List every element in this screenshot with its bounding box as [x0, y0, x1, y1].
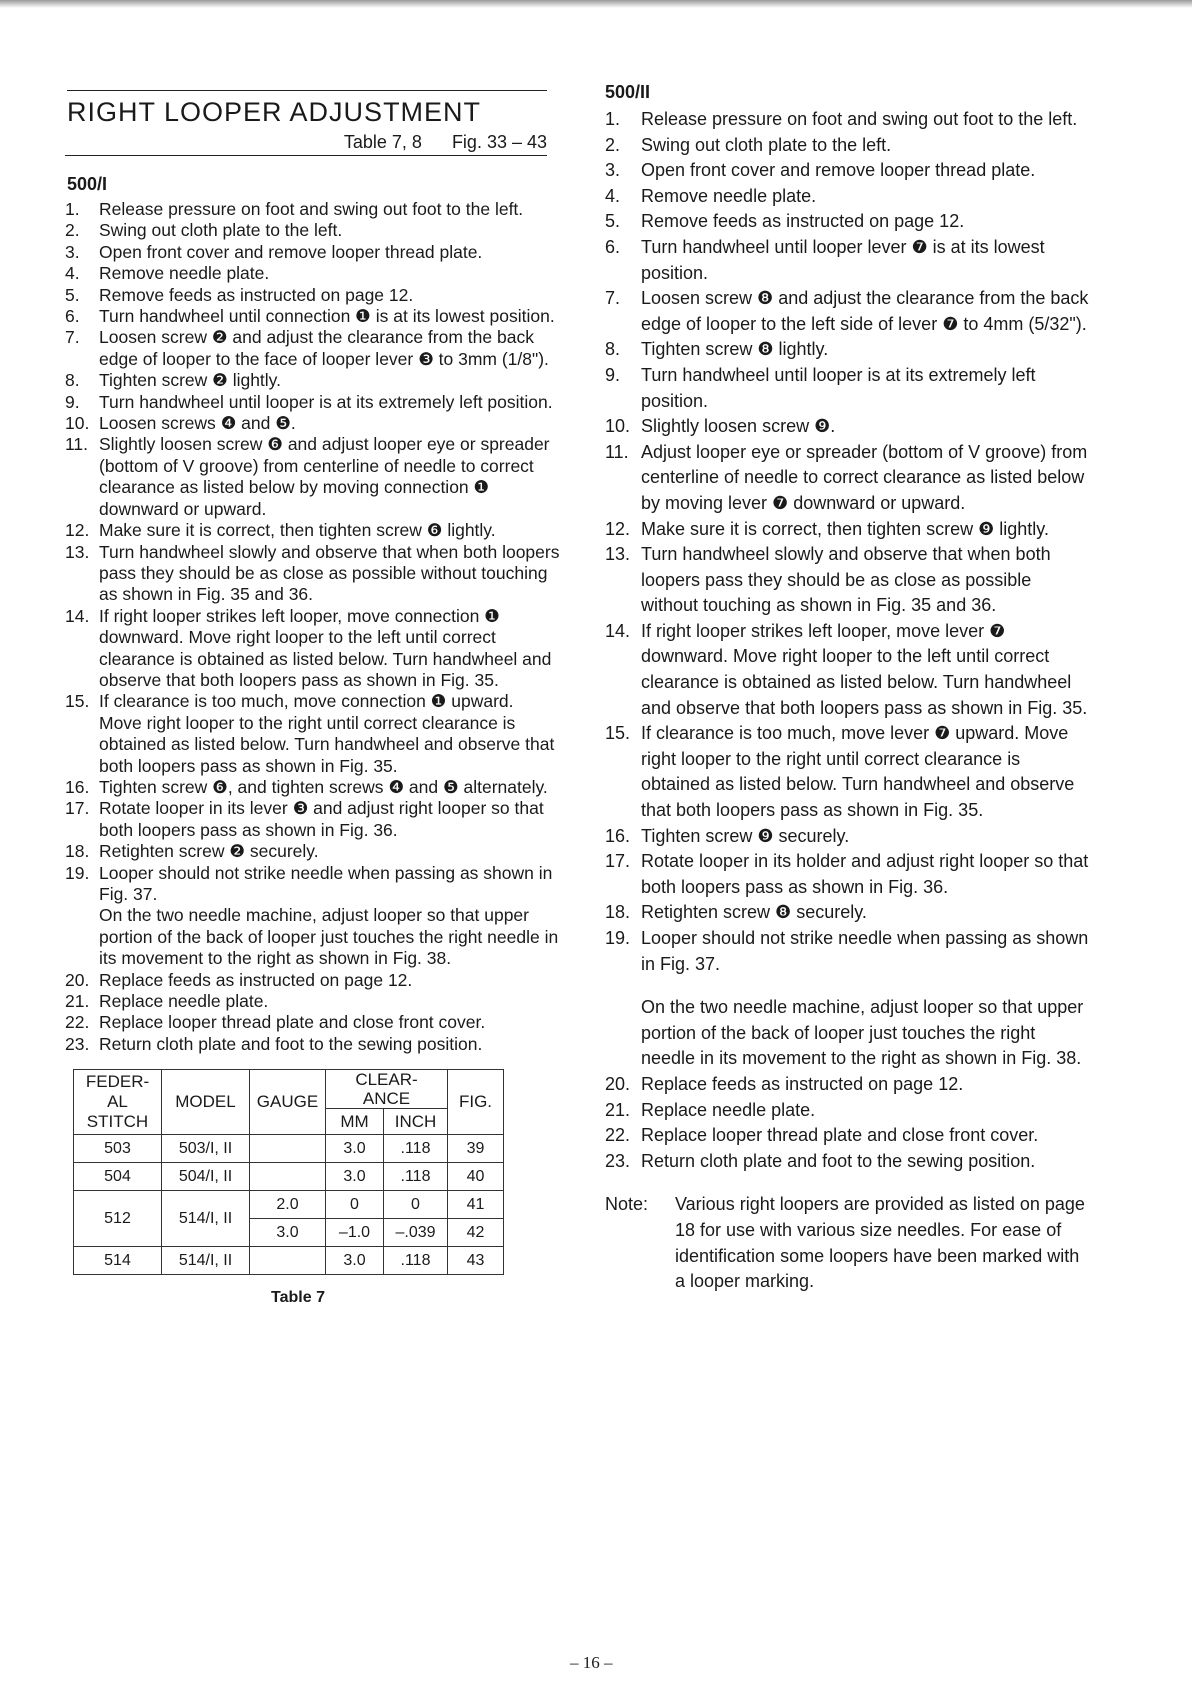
step-text: Replace looper thread plate and close front cover.: [99, 1012, 486, 1033]
step-number: 17.: [605, 851, 631, 872]
step-number: 5.: [605, 211, 621, 232]
left-step-list: [65, 199, 560, 1055]
step-number: 11.: [605, 441, 629, 462]
table-row: [74, 1191, 504, 1219]
cell-inch: 0: [384, 1191, 448, 1219]
cell-stitch: 512: [74, 1191, 162, 1247]
step-number: 1.: [65, 199, 80, 219]
step-text: Rotate looper in its holder and adjust right looper so that both loopers pass as shown in Fig. 36.: [641, 851, 1089, 897]
step-item: [65, 327, 560, 370]
step-item: [605, 337, 1090, 363]
step-item: [605, 1149, 1090, 1175]
cell-gauge: [250, 1163, 326, 1191]
step-text: Remove needle plate.: [99, 263, 270, 284]
step-text: Replace needle plate.: [641, 1099, 816, 1120]
step-item: [605, 824, 1090, 850]
step-text: Replace needle plate.: [99, 991, 269, 1012]
step-item: [65, 220, 560, 241]
cell-fig: 40: [448, 1163, 504, 1191]
step-item: [65, 520, 560, 541]
step-number: 5.: [65, 284, 80, 305]
clearance-table: [73, 1069, 504, 1275]
step-text: Turn handwheel slowly and observe that when both loopers pass they should be as close as possible without touching as shown in Fig. 35 and 36.: [99, 541, 560, 605]
step-number: 14.: [605, 620, 631, 641]
step-item: [605, 107, 1090, 133]
note: [605, 1192, 1090, 1294]
step-text: Remove feeds as instructed on page 12.: [99, 284, 414, 305]
cell-stitch: 504: [74, 1163, 162, 1191]
step-text: Loosen screw ❽ and adjust the clearance from the back edge of looper to the left side of lever ❼ to 4mm (5/32").: [641, 288, 1089, 334]
step-item: [65, 199, 560, 220]
step-number: 17.: [65, 798, 90, 819]
step-text: Slightly loosen screw ❾.: [641, 416, 836, 437]
cell-mm: 0: [326, 1191, 384, 1219]
cell-fig: 43: [448, 1247, 504, 1275]
step-extra-text: On the two needle machine, adjust looper so that upper portion of the back of looper just touches the right needle in its movement to the right as shown in Fig. 38.: [99, 905, 559, 969]
cell-inch: .118: [384, 1163, 448, 1191]
table-caption: Table 7: [271, 1289, 325, 1307]
model-heading-500-II: 500/II: [605, 82, 651, 102]
step-number: 7.: [605, 288, 621, 309]
step-number: 23.: [65, 1033, 90, 1054]
step-text: Turn handwheel until looper is at its extremely left position.: [99, 391, 553, 412]
step-item: [65, 285, 560, 306]
step-number: 20.: [605, 1073, 631, 1094]
step-number: 10.: [605, 416, 631, 437]
cell-stitch: 503: [74, 1135, 162, 1163]
step-text: Tighten screw ❷ lightly.: [99, 370, 281, 391]
cell-mm: 3.0: [326, 1135, 384, 1163]
cell-gauge: [250, 1247, 326, 1275]
step-item: [65, 263, 560, 284]
step-number: 21.: [65, 991, 90, 1012]
cell-inch: –.039: [384, 1219, 448, 1247]
step-item: [65, 242, 560, 263]
step-text: Turn handwheel until looper is at its extremely left position.: [641, 364, 1036, 411]
step-item: [605, 542, 1090, 619]
step-number: 6.: [65, 306, 80, 327]
step-number: 18.: [605, 902, 631, 923]
step-text: Tighten screw ❻, and tighten screws ❹ and ❺ alternately.: [99, 776, 548, 797]
step-text: Turn handwheel slowly and observe that when both loopers pass they should be as close as possible without touching as shown in Fig. 35 and 36.: [641, 544, 1051, 616]
step-text: Retighten screw ❽ securely.: [641, 902, 867, 923]
step-number: 20.: [65, 969, 90, 990]
cell-fig: 42: [448, 1219, 504, 1247]
step-number: 3.: [605, 160, 621, 181]
step-number: 11.: [65, 434, 89, 455]
step-number: 13.: [605, 544, 631, 565]
table-row: [74, 1135, 504, 1163]
right-column: [605, 82, 1090, 1295]
step-text: Turn handwheel until connection ❶ is at its lowest position.: [99, 306, 555, 327]
step-text: Replace feeds as instructed on page 12.: [99, 969, 413, 990]
table-row: [74, 1163, 504, 1191]
step-item: [605, 849, 1090, 900]
step-text: Turn handwheel until looper lever ❼ is at its lowest position.: [641, 236, 1045, 283]
step-item: [65, 434, 560, 520]
step-number: 22.: [605, 1125, 631, 1146]
page-title: RIGHT LOOPER ADJUSTMENT: [67, 97, 482, 127]
title-references: [65, 132, 547, 156]
step-item: [65, 841, 560, 862]
step-number: 9.: [65, 391, 80, 412]
cell-model: 514/I, II: [162, 1191, 250, 1247]
header-clearance: CLEAR- ANCE: [326, 1070, 448, 1109]
step-text: Loosen screw ❷ and adjust the clearance from the back edge of looper to the face of looper lever ❸ to 3mm (1/8").: [99, 327, 549, 369]
step-number: 19.: [605, 928, 631, 948]
step-text: Replace feeds as instructed on page 12.: [641, 1073, 964, 1094]
page-top-shadow: [0, 0, 1192, 8]
step-text: Replace looper thread plate and close front cover.: [641, 1125, 1039, 1146]
step-item: [65, 392, 560, 413]
left-column: [65, 90, 560, 1307]
step-text: If clearance is too much, move connection ❶ upward. Move right looper to the right until correct clearance is obtained as listed below. Turn handwheel and observe that both loopers pass as shown in Fig. 35.: [99, 691, 555, 776]
step-item: [605, 286, 1090, 337]
step-text: Remove feeds as instructed on page 12.: [641, 211, 965, 232]
step-item: [605, 440, 1090, 517]
step-number: 1.: [605, 109, 621, 129]
cell-fig: 41: [448, 1191, 504, 1219]
cell-mm: 3.0: [326, 1247, 384, 1275]
page-number: – 16 –: [570, 1653, 613, 1672]
step-number: 21.: [605, 1099, 631, 1120]
table-row: [74, 1247, 504, 1275]
step-text: Open front cover and remove looper thread plate.: [99, 241, 483, 262]
step-item: [605, 517, 1090, 543]
step-number: 22.: [65, 1012, 90, 1033]
step-number: 16.: [605, 825, 631, 846]
cell-inch: .118: [384, 1135, 448, 1163]
model-heading-500-I: 500/I: [67, 174, 108, 194]
cell-mm: 3.0: [326, 1163, 384, 1191]
figure-reference: Fig. 33 – 43: [451, 132, 547, 152]
step-text: Return cloth plate and foot to the sewing position.: [99, 1033, 483, 1054]
cell-model: 504/I, II: [162, 1163, 250, 1191]
cell-fig: 39: [448, 1135, 504, 1163]
step-text: Release pressure on foot and swing out foot to the left.: [641, 109, 1078, 129]
step-number: 18.: [65, 841, 90, 862]
step-text: Open front cover and remove looper thread plate.: [641, 160, 1036, 181]
step-item: [65, 370, 560, 391]
note-text: Various right loopers are provided as listed on page 18 for use with various size needles. For ease of identification some loopers have been marked with a looper marking.: [675, 1194, 1085, 1292]
step-number: 12.: [65, 520, 90, 541]
title-top-rule: [67, 90, 547, 91]
step-item: [605, 363, 1090, 414]
step-item: [65, 777, 560, 798]
step-text: Release pressure on foot and swing out foot to the left.: [99, 199, 524, 219]
step-number: 8.: [605, 339, 621, 360]
step-item: [605, 926, 1090, 1072]
step-item: [605, 184, 1090, 210]
step-number: 8.: [65, 370, 80, 391]
step-text: If right looper strikes left looper, move lever ❼ downward. Move right looper to the left until correct clearance is obtained as listed below. Turn handwheel and observe that both loopers pass as shown in Fig. 35.: [641, 620, 1088, 718]
step-text: Slightly loosen screw ❻ and adjust looper eye or spreader (bottom of V groove) from centerline of needle to correct clearance as listed below by moving connection ❶ downward or upward.: [99, 434, 550, 519]
step-item: [65, 306, 560, 327]
step-item: [65, 691, 560, 777]
step-item: [605, 721, 1090, 823]
note-label: Note:: [605, 1194, 649, 1215]
cell-model: 514/I, II: [162, 1247, 250, 1275]
step-text: Rotate looper in its lever ❸ and adjust right looper so that both loopers pass as shown in Fig. 36.: [99, 798, 544, 840]
step-text: Tighten screw ❽ lightly.: [641, 339, 829, 360]
step-item: [605, 1123, 1090, 1149]
header-model: MODEL: [162, 1070, 250, 1135]
step-number: 10.: [65, 413, 90, 434]
step-item: [605, 619, 1090, 721]
step-number: 2.: [605, 134, 621, 155]
step-item: [605, 1098, 1090, 1124]
step-item: [65, 991, 560, 1012]
step-number: 16.: [65, 776, 90, 797]
step-text: Loosen screws ❹ and ❺.: [99, 413, 296, 434]
step-number: 4.: [65, 263, 80, 284]
step-item: [65, 413, 560, 434]
step-item: [65, 1034, 560, 1055]
step-text: Swing out cloth plate to the left.: [641, 134, 892, 155]
step-number: 7.: [65, 327, 80, 348]
step-item: [65, 606, 560, 692]
step-item: [65, 970, 560, 991]
table-reference: Table 7, 8: [343, 132, 422, 152]
step-item: [605, 1072, 1090, 1098]
step-text: Adjust looper eye or spreader (bottom of V groove) from centerline of needle to correct clearance as listed below by moving lever ❼ downward or upward.: [641, 441, 1088, 513]
step-text: If right looper strikes left looper, move connection ❶ downward. Move right looper to the left until correct clearance is obtained as listed below. Turn handwheel and observe that both loopers pass as shown in Fig. 35.: [99, 605, 552, 690]
step-text: Remove needle plate.: [641, 185, 817, 206]
step-item: [65, 863, 560, 970]
step-text: Make sure it is correct, then tighten screw ❻ lightly.: [99, 520, 496, 541]
step-number: 12.: [605, 518, 631, 539]
step-item: [65, 542, 560, 606]
cell-gauge: 3.0: [250, 1219, 326, 1247]
step-item: [605, 414, 1090, 440]
header-inch: INCH: [384, 1109, 448, 1135]
header-fig: FIG.: [448, 1070, 504, 1135]
cell-mm: –1.0: [326, 1219, 384, 1247]
step-item: [605, 158, 1090, 184]
cell-stitch: 514: [74, 1247, 162, 1275]
step-extra-text: On the two needle machine, adjust looper so that upper portion of the back of looper just touches the right needle in its movement to the right as shown in Fig. 38.: [641, 997, 1084, 1069]
step-number: 9.: [605, 364, 621, 385]
step-text: If clearance is too much, move lever ❼ upward. Move right looper to the right until correct clearance is obtained as listed below. Turn handwheel and observe that both loopers pass as shown in Fig. 35.: [641, 723, 1075, 821]
step-number: 15.: [65, 691, 90, 712]
step-text: Looper should not strike needle when passing as shown in Fig. 37.: [99, 862, 553, 904]
step-text: Swing out cloth plate to the left.: [99, 220, 343, 241]
step-text: Retighten screw ❷ securely.: [99, 841, 319, 862]
step-number: 2.: [65, 220, 80, 241]
header-mm: MM: [326, 1109, 384, 1135]
step-number: 23.: [605, 1150, 631, 1171]
step-number: 3.: [65, 241, 80, 262]
step-item: [65, 1012, 560, 1033]
cell-model: 503/I, II: [162, 1135, 250, 1163]
step-item: [605, 900, 1090, 926]
step-text: Tighten screw ❾ securely.: [641, 825, 850, 846]
header-gauge: GAUGE: [250, 1070, 326, 1135]
header-federal-stitch: FEDER- AL STITCH: [74, 1070, 162, 1135]
step-number: 13.: [65, 541, 90, 562]
step-item: [605, 209, 1090, 235]
cell-gauge: 2.0: [250, 1191, 326, 1219]
step-text: Make sure it is correct, then tighten screw ❾ lightly.: [641, 518, 1049, 539]
step-number: 19.: [65, 862, 90, 883]
step-item: [605, 133, 1090, 159]
step-item: [65, 798, 560, 841]
step-number: 15.: [605, 723, 631, 744]
cell-gauge: [250, 1135, 326, 1163]
step-text: Looper should not strike needle when passing as shown in Fig. 37.: [641, 928, 1089, 974]
step-item: [605, 235, 1090, 286]
cell-inch: .118: [384, 1247, 448, 1275]
right-step-list: [605, 107, 1090, 1174]
step-number: 14.: [65, 605, 90, 626]
step-number: 4.: [605, 185, 621, 206]
step-number: 6.: [605, 236, 621, 257]
step-text: Return cloth plate and foot to the sewing position.: [641, 1150, 1036, 1171]
